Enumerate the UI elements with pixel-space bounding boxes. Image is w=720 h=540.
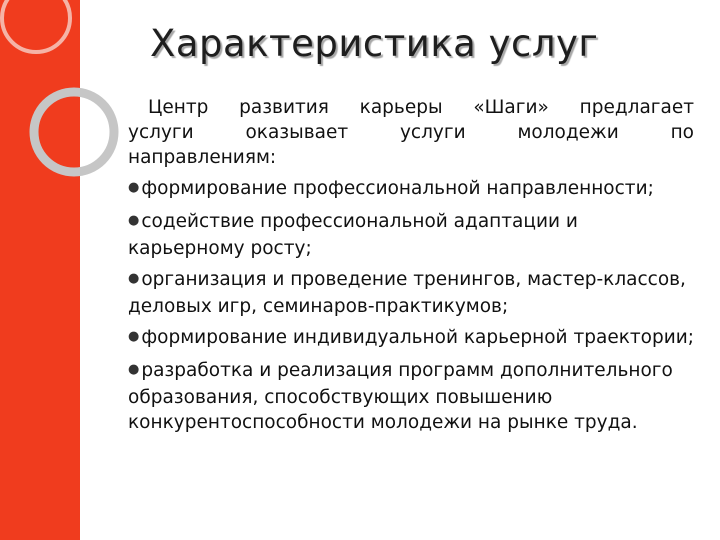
list-item (128, 325, 694, 352)
bullet-dot-icon: ● (128, 329, 140, 344)
list-item-text: формирование индивидуальной карьерной траектории; (141, 327, 694, 348)
bullet-dot-icon: ● (128, 271, 140, 286)
list-item-text: организация и проведение тренингов, мастер-классов, деловых игр, семинаров-практикумов; (128, 269, 686, 317)
list-item-text: содействие профессиональной адаптации и карьерному росту; (128, 211, 578, 259)
list-item-text: разработка и реализация программ дополнительного образования, способствующих повышению конкурентоспособности молодежи на рынке труда. (128, 360, 673, 433)
slide-body (128, 95, 694, 441)
deco-circle-gray (34, 92, 114, 172)
list-item-text: формирование профессиональной направленности; (141, 178, 654, 199)
list-item (128, 358, 694, 435)
intro-line-3: направлениям: (128, 147, 277, 168)
deco-circle-top (2, 0, 70, 52)
list-item (128, 267, 694, 319)
bullet-dot-icon: ● (128, 362, 140, 377)
slide-title: Характеристика услуг (150, 22, 599, 65)
bullet-dot-icon: ● (128, 213, 140, 228)
list-item (128, 176, 694, 203)
intro-line-2: услуги оказывает услуги молодежи по (128, 122, 694, 143)
intro-line-1: Центр развития карьеры «Шаги» предлагает (148, 97, 694, 118)
list-item (128, 209, 694, 261)
bullet-dot-icon: ● (128, 180, 140, 195)
decorative-circles (0, 0, 140, 200)
intro-paragraph (128, 95, 694, 170)
service-list (128, 176, 694, 435)
